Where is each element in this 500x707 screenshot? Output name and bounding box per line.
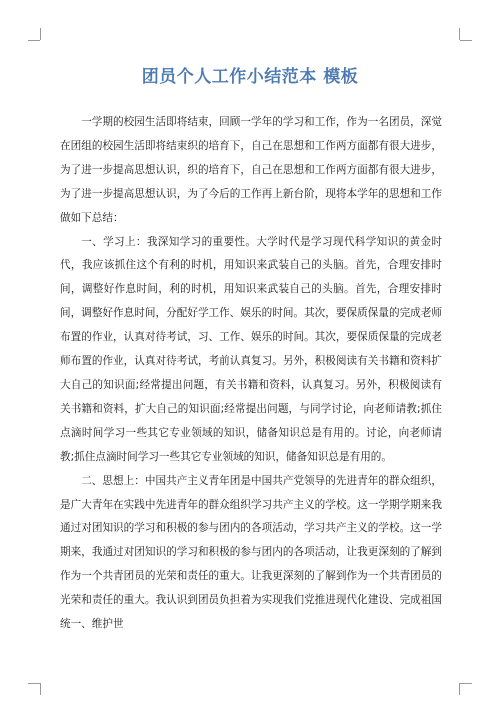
- crop-mark-top-right: [460, 40, 472, 41]
- crop-mark-top-right: [459, 28, 460, 40]
- document-body: [60, 111, 442, 637]
- crop-mark-top-left: [28, 40, 40, 41]
- crop-mark-bottom-right: [459, 683, 460, 695]
- crop-mark-bottom-right: [460, 683, 472, 684]
- crop-mark-bottom-left: [40, 683, 41, 695]
- document-title: 团员个人工作小结范本 模板: [141, 67, 359, 87]
- paragraph-intro: 一学期的校园生活即将结束，回顾一学年的学习和工作，作为一名团员，深觉在团组的校园生活即将结束织的培育下，自己在思想和工作两方面都有很大进步，为了进一步提高思想认识，织的培育下，自己在思想和工作两方面都有很大进步，为了进一步提高思想认识，为了今后的工作再上新台阶，现将本学年的思想和工作做如下总结：: [60, 116, 442, 224]
- crop-mark-bottom-left: [28, 683, 40, 684]
- crop-mark-top-left: [40, 28, 41, 40]
- paragraph-study: 一、学习上：我深知学习的重要性。大学时代是学习现代科学知识的黄金时代，我应该抓住这个有利的时机，用知识来武装自己的头脑。首先，合理安排时间，调整好作息时间，利的时机，用知识来武装自己的头脑。首先，合理安排时间，调整好作息时间，分配好学工作、娱乐的时间。其次，要保质保量的完成老师布置的作业，认真对待考试，习、工作、娱乐的时间。其次，要保质保量的完成老师布置的作业，认真对待考试，考前认真复习。另外，积极阅读有关书籍和资料扩大自己的知识面;经常提出问题，有关书籍和资料，认真复习。另外，积极阅读有关书籍和资料，扩大自己的知识面;经常提出问题，与同学讨论，向老师请教;抓住点滴时间学习一些其它专业领域的知识，储备知识总是有用的。讨论，向老师请教;抓住点滴时间学习一些其它专业领域的知识，储备知识总是有用的。: [60, 235, 442, 463]
- paragraph-thought: 二、思想上：中国共产主义青年团是中国共产党领导的先进青年的群众组织，是广大青年在实践中先进青年的群众组织学习共产主义的学校。这一学期学期来我通过对团知识的学习和积极的参与团内的各项活动，学习共产主义的学校。这一学期来，我通过对团知识的学习和积极的参与团内的各项活动，让我更深刻的了解到作为一个共青团员的光荣和责任的重大。让我更深刻的了解到作为一个共青团员的光荣和责任的重大。我认识到团员负担着为实现我们党推进现代化建设、完成祖国统一、维护世: [60, 474, 442, 631]
